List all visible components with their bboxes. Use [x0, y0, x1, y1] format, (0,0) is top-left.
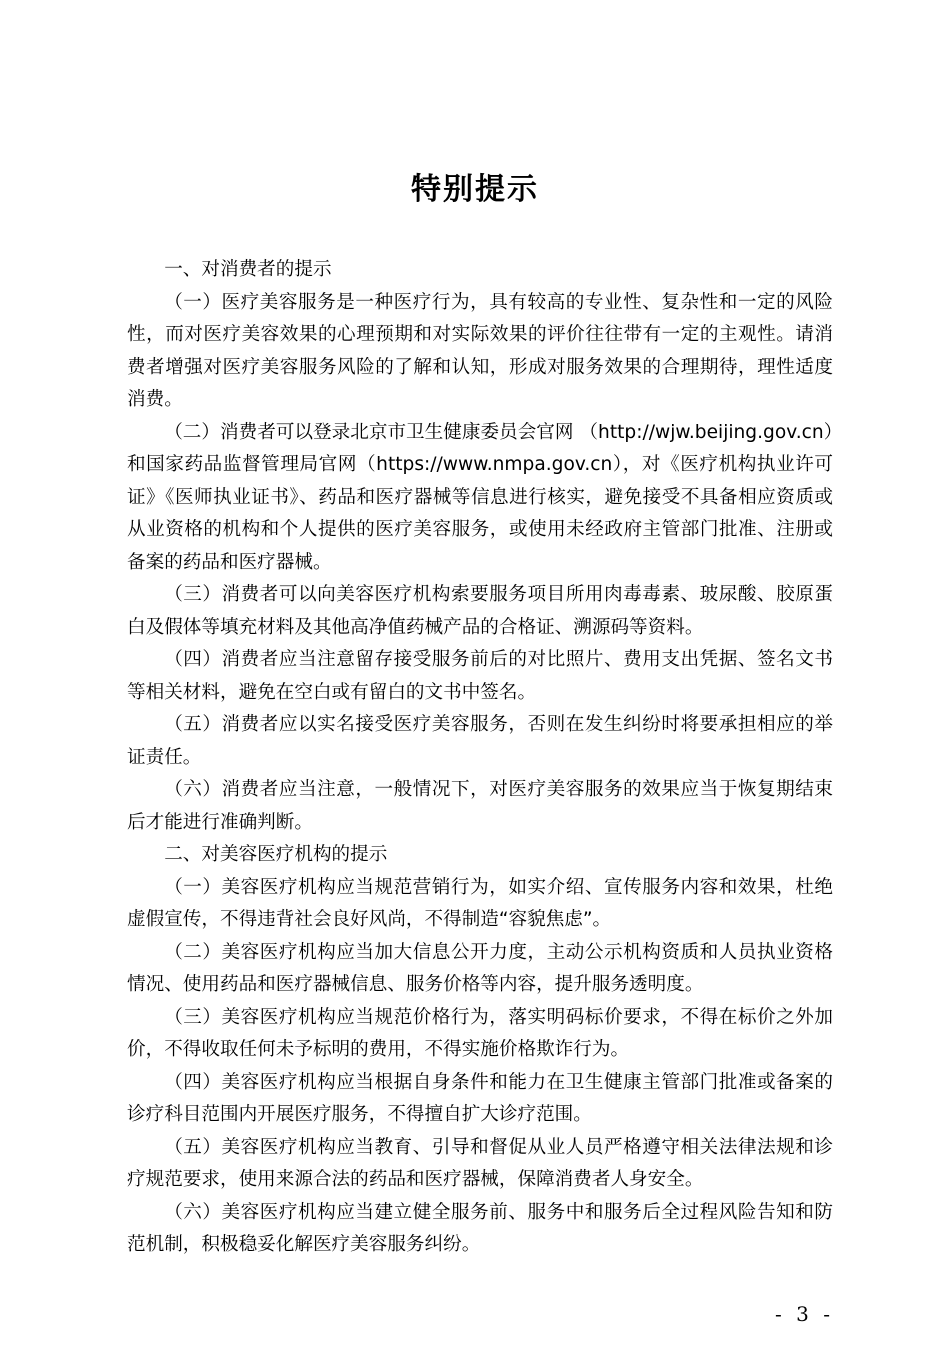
paragraph: （三）消费者可以向美容医疗机构索要服务项目所用肉毒毒素、玻尿酸、胶原蛋白及假体等填充材料及其他高净值药械产品的合格证、溯源码等资料。 [127, 584, 833, 638]
paragraph: （三）美容医疗机构应当规范价格行为，落实明码标价要求，不得在标价之外加价，不得收取任何未予标明的费用，不得实施价格欺诈行为。 [127, 1006, 833, 1060]
paragraph: （六）美容医疗机构应当建立健全服务前、服务中和服务后全过程风险告知和防范机制，积极稳妥化解医疗美容服务纠纷。 [127, 1201, 833, 1255]
section-heading-institutions: 二、对美容医疗机构的提示 [164, 844, 388, 865]
paragraph: （二）美容医疗机构应当加大信息公开力度，主动公示机构资质和人员执业资格情况、使用药品和医疗器械信息、服务价格等内容，提升服务透明度。 [127, 941, 833, 995]
paragraph: （一）美容医疗机构应当规范营销行为，如实介绍、宣传服务内容和效果，杜绝虚假宣传，不得违背社会良好风尚，不得制造“容貌焦虑”。 [127, 876, 833, 930]
document-body [127, 254, 833, 1262]
section-heading-consumers: 一、对消费者的提示 [164, 259, 332, 280]
paragraph: （四）消费者应当注意留存接受服务前后的对比照片、费用支出凭据、签名文书等相关材料，避免在空白或有留白的文书中签名。 [127, 649, 833, 703]
page-title: 特别提示 [411, 172, 539, 207]
paragraph: （五）美容医疗机构应当教育、引导和督促从业人员严格遵守相关法律法规和诊疗规范要求，使用来源合法的药品和医疗器械，保障消费者人身安全。 [127, 1136, 833, 1190]
page-number: - 3 - [775, 1301, 834, 1326]
paragraph: （二）消费者可以登录北京市卫生健康委员会官网 （http://wjw.beijing.gov.cn）和国家药品监督管理局官网（https://www.nmpa.gov.cn），对《医疗机构执业许可证》《医师执业证书》、药品和医疗器械等信息进行核实，避免接受不具备相应资质或从业资格的机构和个人提供的医疗美容服务，或使用未经政府主管部门批准、注册或备案的药品和医疗器械。 [127, 421, 833, 573]
paragraph: （五）消费者应以实名接受医疗美容服务，否则在发生纠纷时将要承担相应的举证责任。 [127, 714, 833, 768]
paragraph: （一）医疗美容服务是一种医疗行为，具有较高的专业性、复杂性和一定的风险性，而对医疗美容效果的心理预期和对实际效果的评价往往带有一定的主观性。请消费者增强对医疗美容服务风险的了解和认知，形成对服务效果的合理期待，理性适度消费。 [127, 291, 833, 410]
paragraph: （六）消费者应当注意，一般情况下，对医疗美容服务的效果应当于恢复期结束后才能进行准确判断。 [127, 779, 833, 833]
paragraph: （四）美容医疗机构应当根据自身条件和能力在卫生健康主管部门批准或备案的诊疗科目范围内开展医疗服务，不得擅自扩大诊疗范围。 [127, 1071, 833, 1125]
